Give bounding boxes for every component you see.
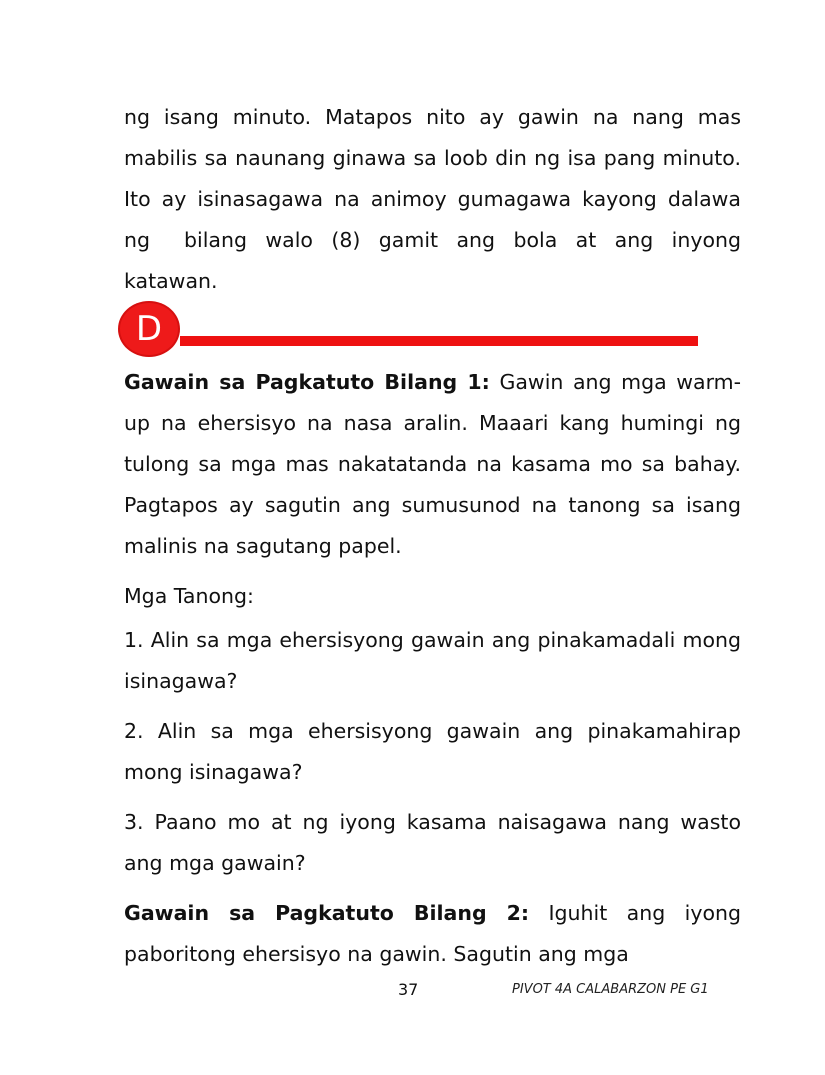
intro-text-before: ng isang minuto. Matapos nito ay gawin na nang mas mabilis sa naunang ginawa sa loob din ng isa pang minuto. Ito ay isinasagawa na animoy gumagawa kayong dalawa ng (124, 105, 741, 252)
activity2-paragraph (124, 893, 741, 975)
section-divider (180, 336, 698, 346)
intro-paragraph (124, 97, 741, 302)
page-number: 37 (398, 980, 419, 999)
activity1-body: Gawin ang mga warm-up na ehersisyo na nasa aralin. Maaari kang humingi ng tulong sa mga mas nakatatanda na kasama mo sa bahay. Pagtapos ay sagutin ang sumusunod na tanong sa isang malinis na sagutang papel. (124, 370, 742, 558)
activity2-body: Iguhit ang iyong paboritong ehersisyo na gawin. Sagutin ang mga (124, 901, 741, 966)
activity1-paragraph (124, 362, 741, 567)
footer-source: PIVOT 4A CALABARZON PE G1 (512, 982, 709, 997)
question-item: 1. Alin sa mga ehersisyong gawain ang pinakamadali mong isinagawa? (124, 628, 741, 693)
question-item: 2. Alin sa mga ehersisyong gawain ang pinakamahirap mong isinagawa? (124, 719, 741, 784)
questions-label: Mga Tanong: (124, 584, 254, 608)
intro-text-after: bilang walo (8) gamit ang bola at ang inyong katawan. (124, 228, 741, 293)
activity2-heading: Gawain sa Pagkatuto Bilang 2: (124, 901, 530, 925)
section-badge: D (120, 303, 178, 355)
question-item: 3. Paano mo at ng iyong kasama naisagawa nang wasto ang mga gawain? (124, 810, 741, 875)
activity1-heading: Gawain sa Pagkatuto Bilang 1: (124, 370, 490, 394)
